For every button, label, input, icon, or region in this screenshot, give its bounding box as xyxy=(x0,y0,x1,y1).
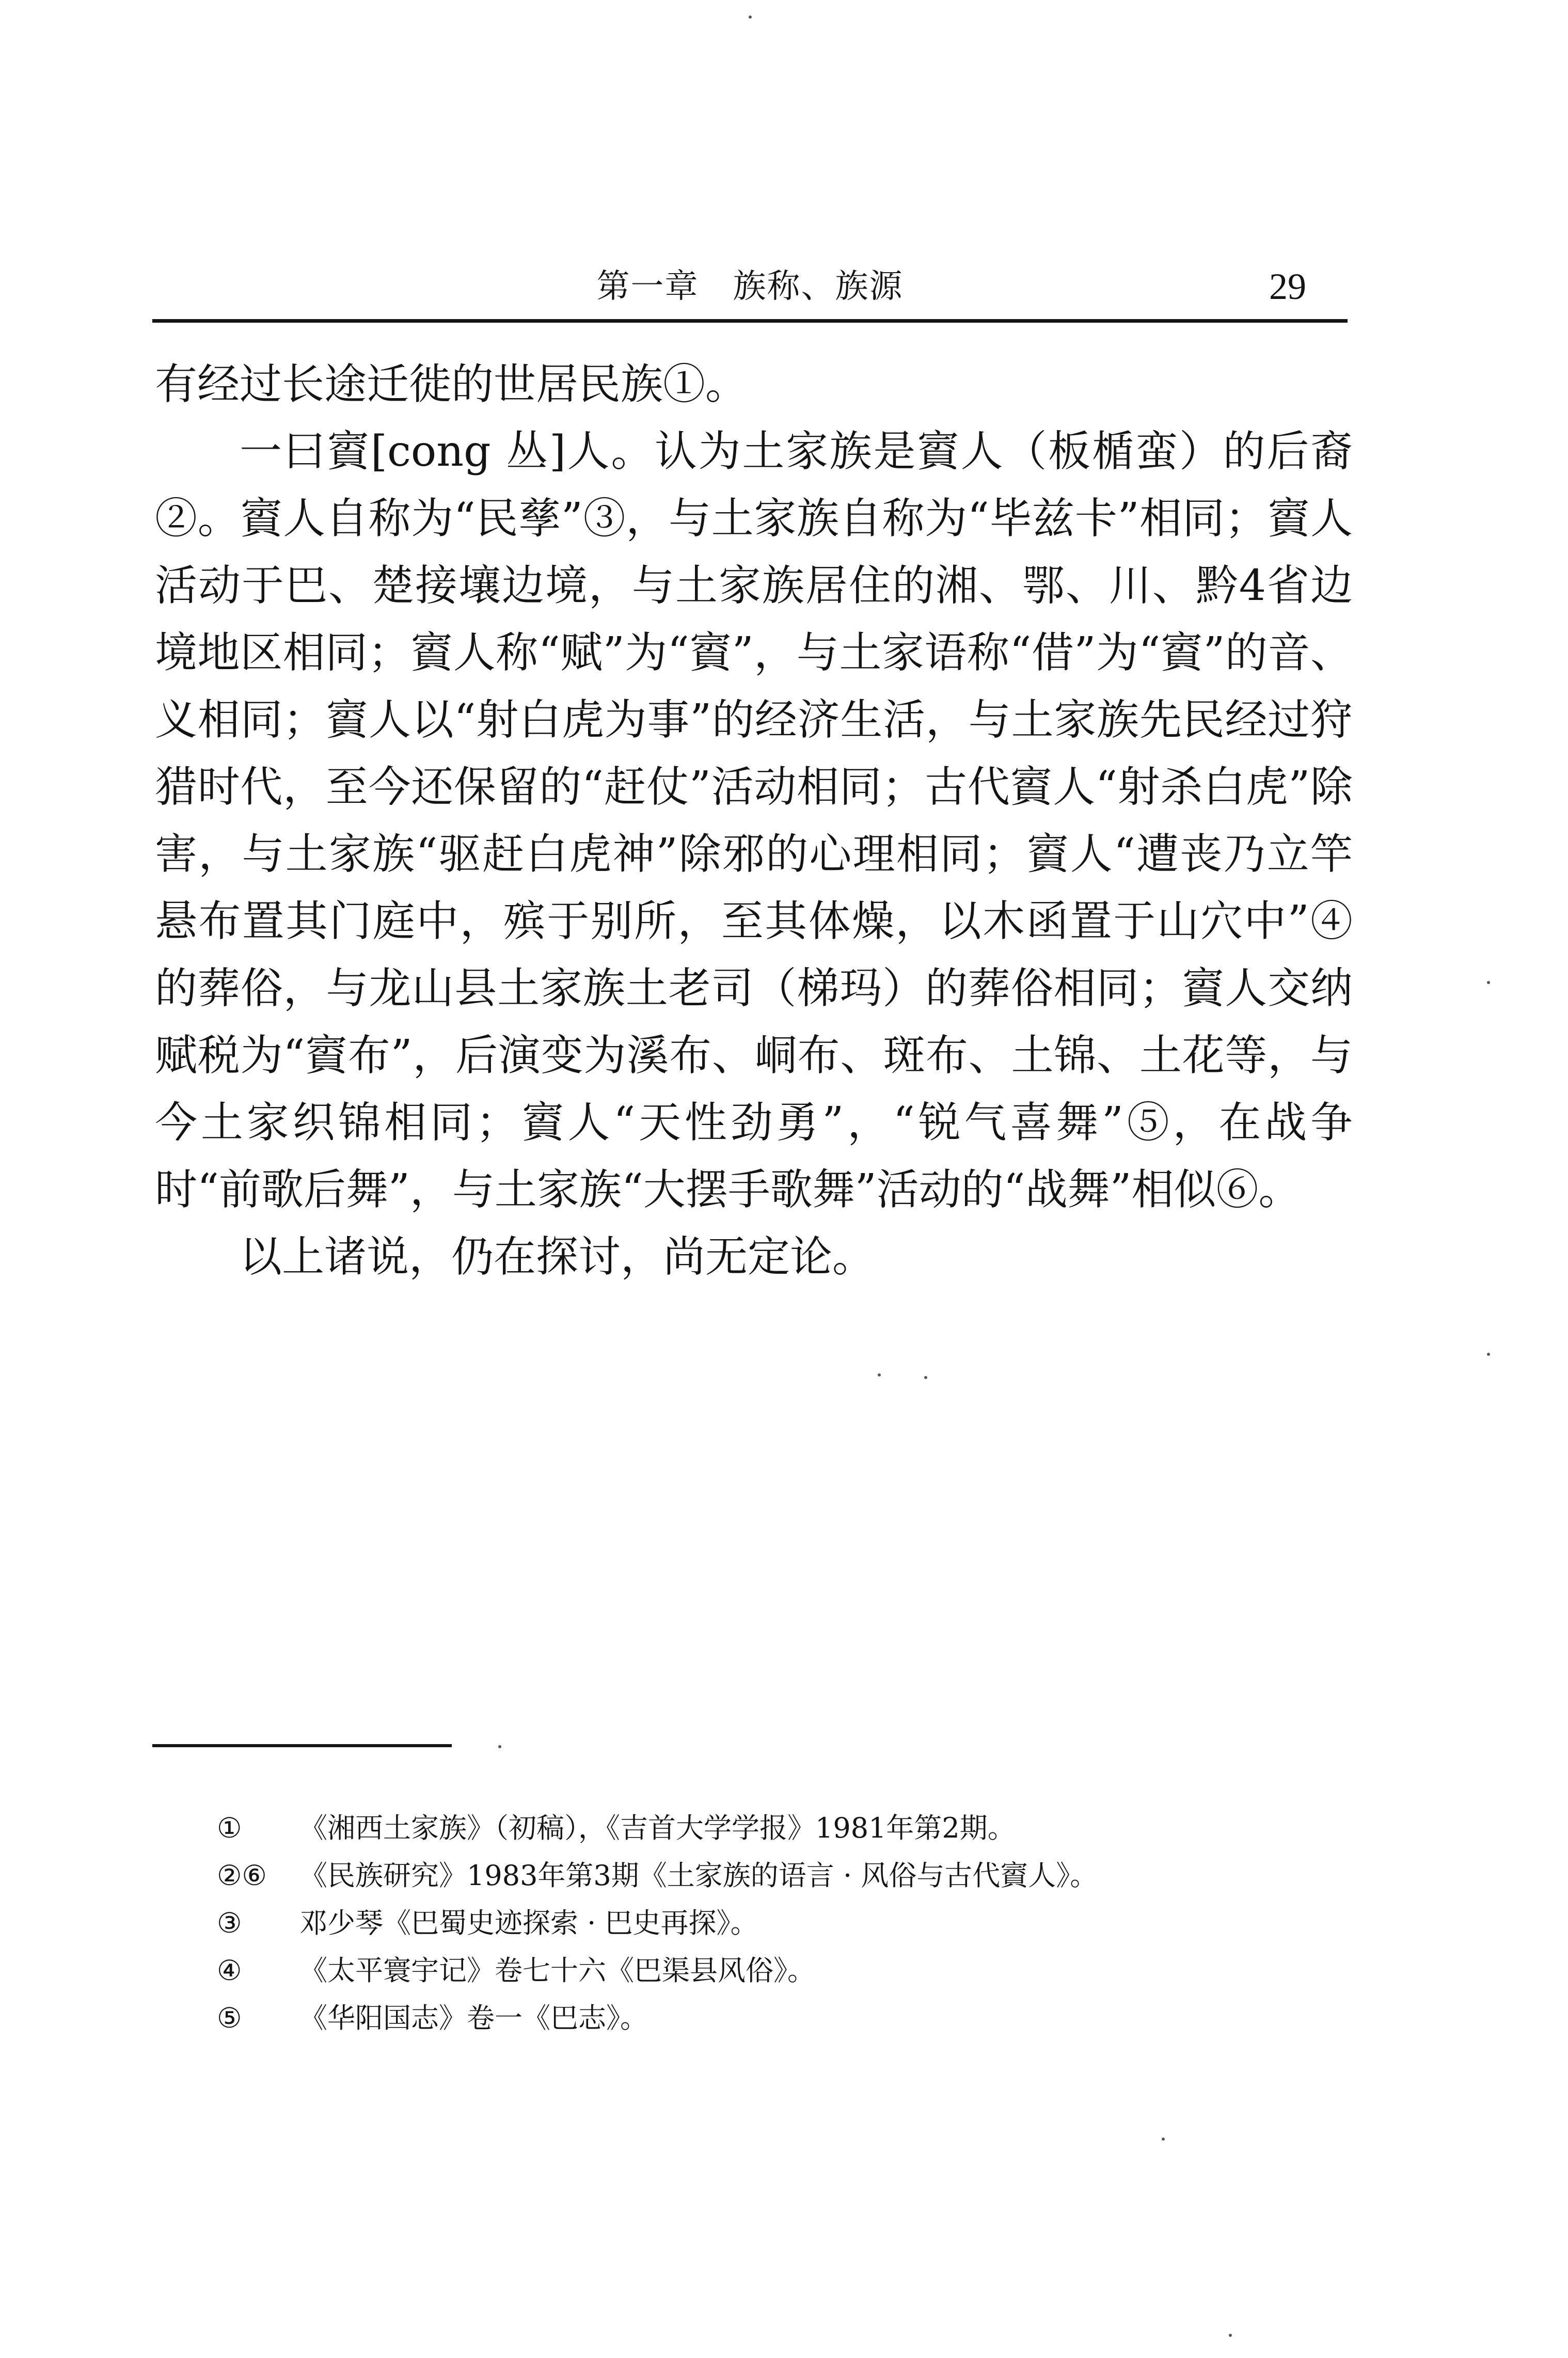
page-header xyxy=(152,261,1348,323)
body-text xyxy=(155,351,1353,1291)
footnote-mark: ⑤ xyxy=(217,2002,242,2034)
footnotes xyxy=(217,1805,1301,2042)
footnote-mark: ②⑥ xyxy=(217,1859,267,1892)
paragraph: 以上诸说，仍在探讨，尚无定论。 xyxy=(240,1232,875,1281)
footnote-text: 《民族研究》1983年第3期《土家族的语言 · 风俗与古代賨人》。 xyxy=(299,1859,1098,1892)
footnote xyxy=(217,1805,1301,1852)
scan-speck xyxy=(1229,2334,1232,2337)
footnote-mark: ③ xyxy=(217,1907,242,1939)
footnote-rule xyxy=(152,1744,452,1747)
scan-speck xyxy=(498,1745,501,1748)
scan-speck xyxy=(1162,2138,1165,2141)
footnote xyxy=(217,1900,1301,1947)
footnote-text: 邓少琴《巴蜀史迹探索 · 巴史再探》。 xyxy=(299,1907,758,1939)
scan-speck xyxy=(924,1376,927,1379)
paragraph: 一曰賨[cong 丛]人。认为土家族是賨人（板楯蛮）的后裔②。賨人自称为“民孳”③，与土家族自称为“毕兹卡”相同；賨人活动于巴、楚接壤边境，与土家族居住的湘、鄂、川、黔4省边境地区相同；賨人称“赋”为“賨”，与土家语称“借”为“賨”的音、义相同；賨人以“射白虎为事”的经济生活，与土家族先民经过狩猎时代，至今还保留的“赶仗”活动相同；古代賨人“射杀白虎”除害，与土家族“驱赶白虎神”除邪的心理相同；賨人“遭丧乃立竿悬布置其门庭中，殡于别所，至其体燥，以木函置于山穴中”④的葬俗，与龙山县土家族土老司（梯玛）的葬俗相同；賨人交纳赋税为“賨布”，后演变为溪布、峒布、斑布、土锦、土花等，与今土家织锦相同；賨人“天性劲勇”，“锐气喜舞”⑤，在战争时“前歌后舞”，与土家族“大摆手歌舞”活动的“战舞”相似⑥。 xyxy=(155,427,1353,1214)
footnote-text: 《湘西土家族》（初稿），《吉首大学学报》1981年第2期。 xyxy=(299,1812,1016,1844)
page-number: 29 xyxy=(1269,266,1306,307)
header-rule xyxy=(152,319,1348,323)
footnote xyxy=(217,1947,1301,1995)
scan-speck xyxy=(878,1373,881,1376)
chapter-title: 第一章 族称、族源 xyxy=(596,267,904,306)
footnote xyxy=(217,1852,1301,1900)
scan-speck xyxy=(1487,981,1490,984)
scan-speck xyxy=(749,15,752,19)
footnote-text: 《华阳国志》卷一《巴志》。 xyxy=(299,2002,648,2034)
paragraph: 有经过长途迁徙的世居民族①。 xyxy=(155,360,748,409)
footnote-mark: ① xyxy=(217,1812,242,1844)
footnote xyxy=(217,1995,1301,2042)
footnote-text: 《太平寰宇记》卷七十六《巴渠县风俗》。 xyxy=(299,1954,815,1987)
footnote-mark: ④ xyxy=(217,1954,242,1987)
scan-speck xyxy=(1487,1353,1490,1356)
